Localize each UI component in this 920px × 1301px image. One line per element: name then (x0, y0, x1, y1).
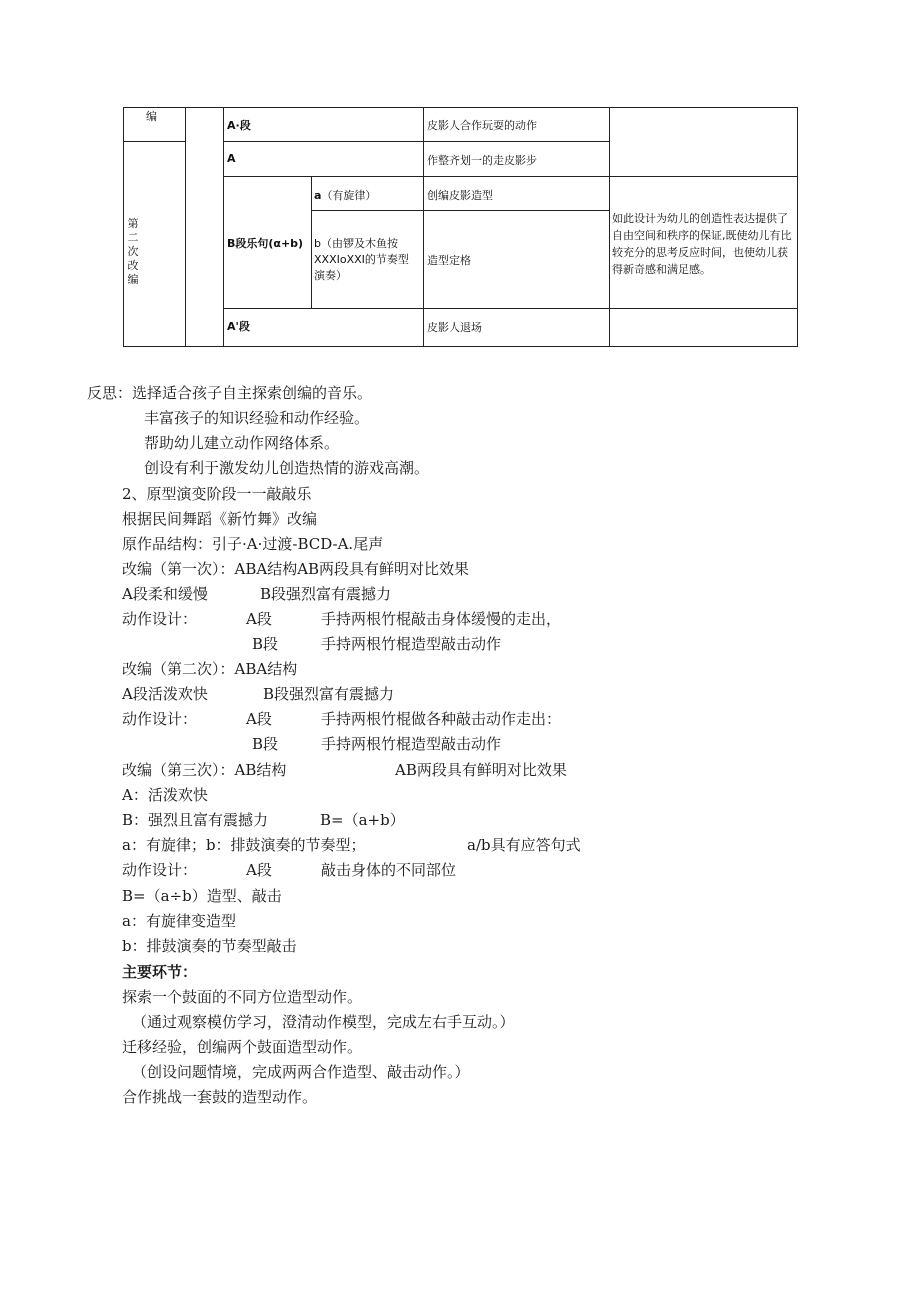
main-steps-title: 主要环节： (122, 963, 198, 981)
reflect-item-2: 丰富孩子的知识经验和动作经验。 (144, 409, 370, 427)
activity-table (123, 107, 798, 347)
section-a-dot: A·段 (227, 119, 251, 132)
edit3-line (122, 760, 602, 780)
action-row1: 皮影人合作玩耍的动作 (427, 119, 537, 132)
structure-line: 原作品结构：引子·A·过渡-BCD-A.尾声 (122, 535, 384, 553)
design-label-2: 动作设计： (122, 710, 198, 728)
action-row2: 作整齐划一的走皮影步 (427, 154, 537, 167)
e2-b-label: B段 (252, 735, 279, 753)
edit3-b-formula: B=（a+b） (320, 811, 405, 829)
reflect-label: 反思： (87, 384, 133, 402)
source-line: 根据民间舞蹈《新竹舞》改编 (122, 510, 318, 528)
design-label-3: 动作设计： (122, 861, 198, 879)
stage-edit-label: 编 (146, 110, 157, 123)
e2-a-label: A段 (246, 710, 272, 728)
e1-b-text: 手持两根竹棍造型敲击动作 (321, 635, 502, 653)
design-label-1: 动作设计： (122, 610, 198, 628)
edit1-line: 改编（第一次）：ABA结构AB两段具有鲜明对比效果 (122, 560, 470, 578)
section-2-heading: 2、原型演变阶段一一敲敲乐 (122, 485, 312, 503)
step-3: 合作挑战一套鼓的造型动作。 (122, 1088, 318, 1106)
step-1-note: （通过观察模仿学习，澄清动作模型，完成左右手互动。） (132, 1013, 515, 1031)
edit1-design-a (122, 609, 602, 629)
edit1-b: B段强烈富有震撼力 (260, 585, 392, 603)
edit3-b-line (122, 810, 522, 830)
sub-b-rhythm: b（由锣及木鱼按XXXIoXXI的节奏型演奏） (314, 237, 409, 282)
edit2-a: A段活泼欢快 (122, 685, 208, 703)
reflect-line-1 (87, 383, 372, 403)
e2-a-text: 手持两根竹棍做各种敲击动作走出： (321, 710, 562, 728)
e1-b-label: B段 (252, 635, 279, 653)
action-sub-a: 创编皮影造型 (427, 189, 493, 202)
edit3-note: AB两段具有鲜明对比效果 (395, 761, 567, 779)
reflect-item-4: 创设有利于激发幼儿创造热情的游戏高潮。 (144, 459, 430, 477)
step-2: 迁移经验，创编两个鼓面造型动作。 (122, 1038, 363, 1056)
e1-a-text: 手持两根竹棍敲击身体缓慢的走出， (321, 610, 562, 628)
edit2-line: 改编（第二次）：ABA结构 (122, 660, 298, 678)
edit3-a-design: a：有旋律变造型 (122, 912, 236, 930)
action-sub-b: 造型定格 (427, 254, 471, 267)
action-row-last: 皮影人退场 (427, 321, 482, 334)
e3-a-label: A段 (246, 861, 272, 879)
e2-b-text: 手持两根竹棍造型敲击动作 (321, 735, 502, 753)
step-2-note: （创设问题情境，完成两两合作造型、敲击动作。） (132, 1063, 470, 1081)
reflect-item-3: 帮助幼儿建立动作网络体系。 (144, 434, 340, 452)
design-note: 如此设计为幼儿的创造性表达提供了自由空间和秩序的保证,既使幼儿有比较充分的思考反应时间，也使幼儿获得新奇感和满足感。 (612, 212, 792, 276)
edit2-b: B段强烈富有震撼力 (263, 685, 395, 703)
edit1-a: A段柔和缓慢 (122, 585, 208, 603)
section-a-prime: A'段 (227, 320, 250, 333)
stage-second-label: 第二次改编 (127, 217, 139, 286)
step-1: 探索一个鼓面的不同方位造型动作。 (122, 988, 363, 1006)
edit3-a: A：活泼欢快 (122, 786, 208, 804)
sub-a-text: （有旋律） (321, 189, 377, 202)
edit1-ab-line (122, 584, 522, 604)
section-a: A (227, 152, 236, 165)
edit3-ab-note: a/b具有应答句式 (467, 836, 581, 854)
e3-a-text: 敲击身体的不同部位 (321, 861, 457, 879)
sub-a-melody: a（有旋律） (314, 189, 377, 202)
edit2-ab-line (122, 684, 522, 704)
section-b: B段乐句(α+b) (227, 237, 304, 250)
edit3-bb-design: b：排鼓演奏的节奏型敲击 (122, 937, 297, 955)
edit3-b-design: B=（a÷b）造型、敲击 (122, 887, 282, 905)
edit3-ab: a：有旋律；b：排鼓演奏的节奏型； (122, 836, 366, 854)
edit3-ab-line (122, 835, 602, 855)
e1-a-label: A段 (246, 610, 272, 628)
reflect-item-1: 选择适合孩子自主探索创编的音乐。 (132, 384, 373, 402)
edit2-design-a (122, 709, 602, 729)
edit3-title: 改编（第三次）：AB结构 (122, 761, 287, 779)
edit3-b: B：强烈且富有震撼力 (122, 811, 269, 829)
edit3-design-a (122, 860, 602, 880)
